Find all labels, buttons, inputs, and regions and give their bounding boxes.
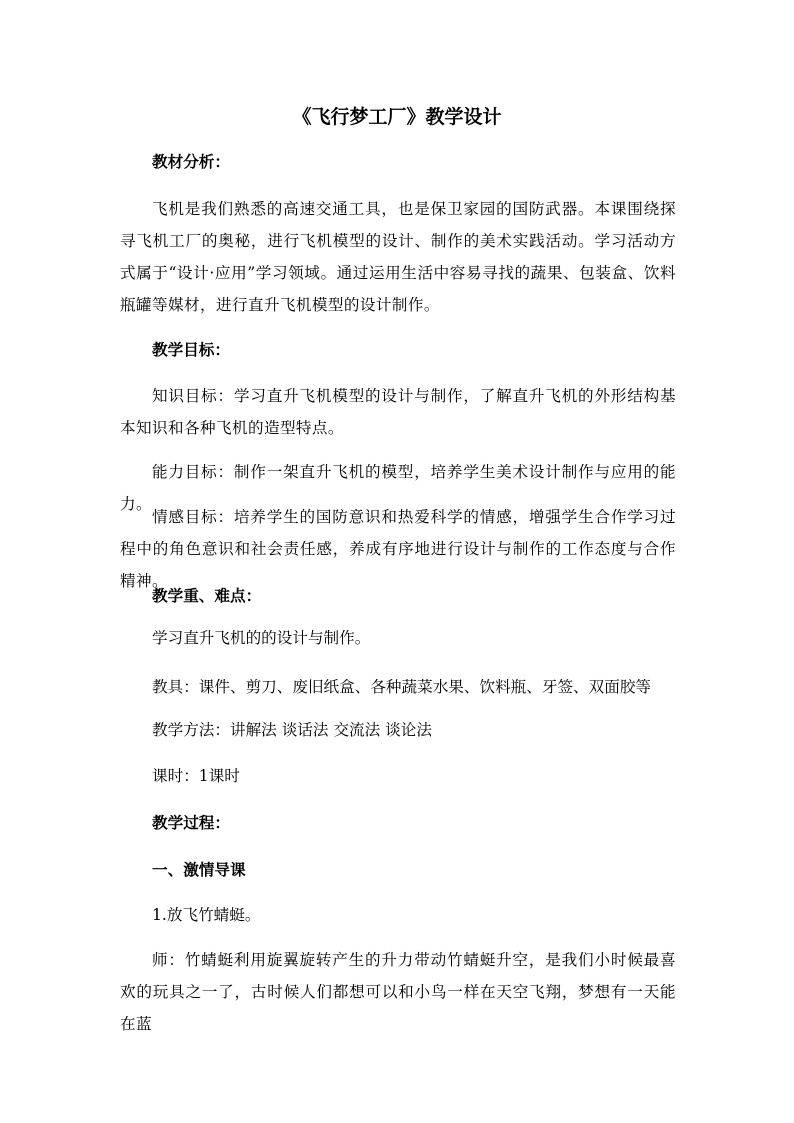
teaching-tools-text: 教具：课件、剪刀、废旧纸盒、各种蔬菜水果、饮料瓶、牙签、双面胶等 bbox=[152, 678, 652, 696]
teacher-speech-paragraph: 师：竹蜻蜓利用旋翼旋转产生的升力带动竹蜻蜓升空，是我们小时候最喜欢的玩具之一了，古时候人们都想可以和小鸟一样在天空飞翔，梦想有一天能在蓝 bbox=[120, 951, 676, 1033]
teaching-process-heading: 教学过程： bbox=[152, 813, 230, 832]
material-analysis-heading: 教材分析： bbox=[152, 152, 230, 171]
knowledge-goal-paragraph: 知识目标：学习直升飞机模型的设计与制作，了解直升飞机的外形结构基本知识和各种飞机的造型特点。 bbox=[120, 387, 676, 437]
class-hours-text: 课时：1课时 bbox=[152, 767, 240, 785]
ability-goal-paragraph: 能力目标：制作一架直升飞机的模型，培养学生美术设计制作与应用的能力。 bbox=[120, 463, 676, 513]
page-title: 《飞行梦工厂》教学设计 bbox=[292, 106, 502, 128]
step-one-item: 1.放飞竹蜻蜓。 bbox=[152, 906, 261, 924]
emotion-goal-paragraph: 情感目标：培养学生的国防意识和热爱科学的情感，增强学生合作学习过程中的角色意识和社会责任感，养成有序地进行设计与制作的工作态度与合作精神。 bbox=[120, 508, 676, 590]
material-analysis-paragraph: 飞机是我们熟悉的高速交通工具，也是保卫家园的国防武器。本课围绕探寻飞机工厂的奥秘，进行飞机模型的设计、制作的美术实践活动。学习活动方式属于“设计·应用”学习领域。通过运用生活中容易寻找的蔬果、包装盒、饮料瓶罐等媒材，进行直升飞机模型的设计制作。 bbox=[120, 200, 676, 314]
key-points-text: 学习直升飞机的的设计与制作。 bbox=[152, 629, 371, 647]
teaching-methods-text: 教学方法：讲解法 谈话法 交流法 谈论法 bbox=[152, 721, 432, 739]
teaching-goals-heading: 教学目标： bbox=[152, 340, 230, 359]
step-one-heading: 一、激情导课 bbox=[152, 860, 246, 879]
key-points-heading: 教学重、难点： bbox=[152, 586, 262, 605]
